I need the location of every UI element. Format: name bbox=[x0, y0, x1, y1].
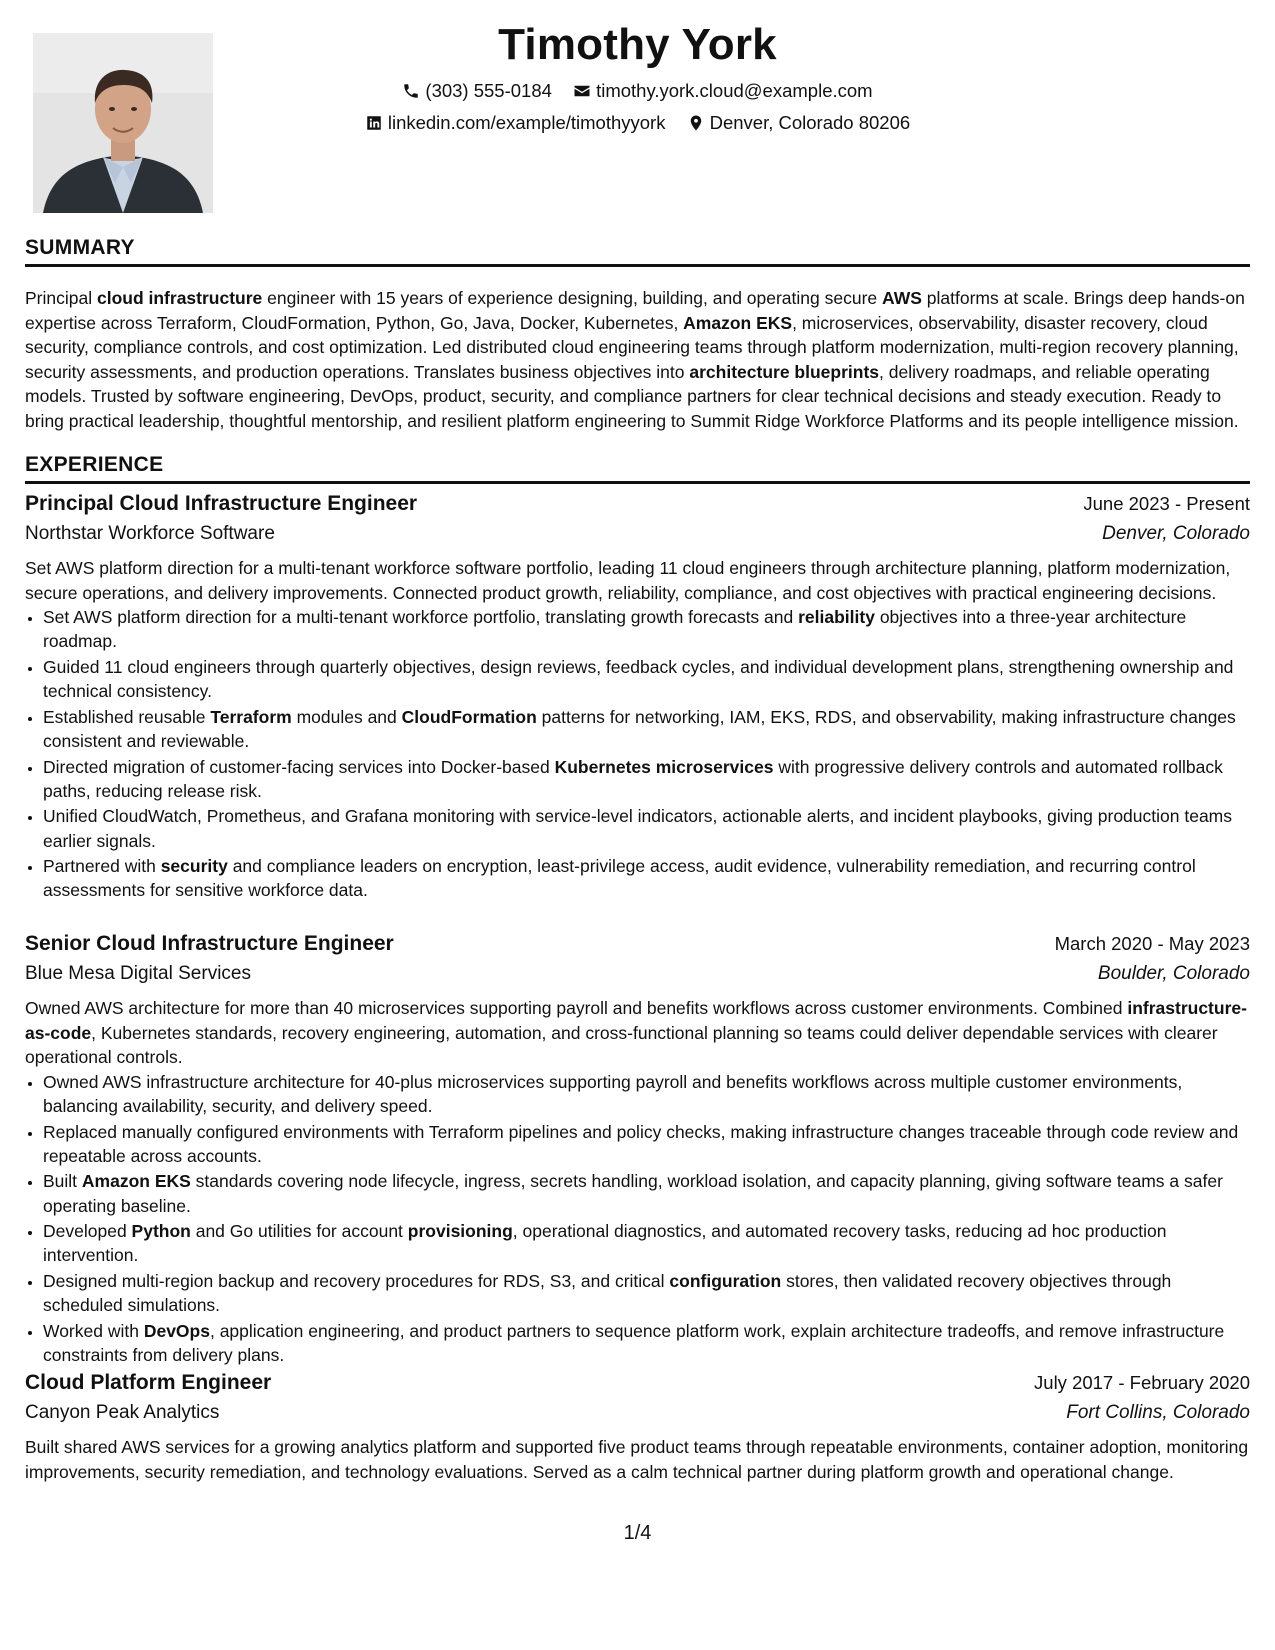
bold-keyword: CloudFormation bbox=[401, 706, 537, 727]
job-bullets bbox=[25, 1070, 1250, 1367]
list-item bbox=[43, 804, 1250, 852]
bold-keyword: Kubernetes microservices bbox=[554, 756, 774, 777]
job-title: Senior Cloud Infrastructure Engineer bbox=[25, 932, 394, 955]
text-run: Established reusable bbox=[43, 706, 211, 727]
text-run: modules and bbox=[291, 706, 402, 727]
bold-keyword: provisioning bbox=[407, 1221, 513, 1242]
envelope-icon bbox=[573, 82, 591, 100]
text-run: with progressive delivery controls and automated rollback paths, reducing release risk. bbox=[43, 756, 1223, 801]
job-location: Fort Collins, Colorado bbox=[1066, 1402, 1250, 1423]
linkedin-url: linkedin.com/example/timothyyork bbox=[387, 112, 666, 133]
text-run: Directed migration of customer-facing services into Docker-based bbox=[43, 756, 555, 777]
bold-keyword: DevOps bbox=[143, 1320, 210, 1341]
bold-keyword: reliability bbox=[798, 607, 875, 628]
summary-text bbox=[25, 286, 1250, 434]
bold-keyword: cloud infrastructure bbox=[96, 288, 263, 308]
text-run: objectives into a three-year architecture roadmap. bbox=[43, 607, 1187, 652]
job-title: Cloud Platform Engineer bbox=[25, 1371, 272, 1394]
text-run: Principal bbox=[25, 288, 97, 308]
text-run: and Go utilities for account bbox=[190, 1221, 408, 1242]
text-run: and compliance leaders on encryption, least-privilege access, audit evidence, vulnerability remediation, and recurring control assessments for sensitive workforce data. bbox=[43, 856, 1196, 901]
bold-keyword: Python bbox=[131, 1221, 191, 1242]
list-item bbox=[43, 1120, 1250, 1168]
text-run: stores, then validated recovery objectives through scheduled simulations. bbox=[43, 1270, 1172, 1316]
job-dates: July 2017 - February 2020 bbox=[1034, 1372, 1250, 1393]
location-contact bbox=[687, 112, 911, 134]
text-run: Partnered with bbox=[43, 856, 161, 877]
job-company: Blue Mesa Digital Services bbox=[25, 963, 251, 984]
job-company: Canyon Peak Analytics bbox=[25, 1402, 220, 1423]
job-entry-3 bbox=[25, 1371, 1250, 1484]
job-entry-1 bbox=[25, 492, 1250, 904]
job-title: Principal Cloud Infrastructure Engineer bbox=[25, 492, 418, 515]
text-run: Built bbox=[43, 1171, 82, 1192]
bold-keyword: AWS bbox=[882, 288, 922, 308]
text-run: , microservices, observability, disaster recovery, cloud security, compliance controls, and cost optimization. Led distributed cloud engineering teams through platform modernization, multi-region recovery planning, security assessments, and production operations. Translates business objectives into bbox=[25, 312, 1239, 382]
text-run: Guided 11 cloud engineers through quarterly objectives, design reviews, feedback cycles, and individual development plans, strengthening ownership and technical consistency. bbox=[43, 656, 1234, 702]
contact-line-secondary bbox=[0, 112, 1275, 137]
text-run: Built shared AWS services for a growing analytics platform and supported five product teams through repeatable environments, container adoption, monitoring improvements, security remediation, and technology evaluations. Served as a calm technical partner during platform growth and operational change. bbox=[25, 1437, 1249, 1482]
phone-number: (303) 555-0184 bbox=[425, 80, 552, 101]
text-run: Owned AWS infrastructure architecture for 40-plus microservices supporting payroll and benefits workflows across multiple customer environments, balancing availability, security, and delivery speed. bbox=[43, 1071, 1183, 1116]
text-run: engineer with 15 years of experience designing, building, and operating secure bbox=[262, 288, 883, 308]
text-run: Owned AWS architecture for more than 40 microservices supporting payroll and benefits workflows across customer environments. Combined bbox=[25, 998, 1128, 1018]
list-item bbox=[43, 755, 1250, 803]
job-description bbox=[25, 556, 1250, 605]
text-run: , delivery roadmaps, and reliable operating models. Trusted by software engineering, DevOps, product, security, and compliance partners for clear technical decisions and steady execution. Ready to bring practical leadership, thoughtful mentorship, and resilient platform engineering to Summit Ridge Workforce Platforms and its people intelligence mission. bbox=[25, 361, 1239, 431]
list-item bbox=[43, 605, 1250, 653]
experience-heading: EXPERIENCE bbox=[25, 453, 1250, 484]
job-bullets bbox=[25, 605, 1250, 902]
text-run: Replaced manually configured environments with Terraform pipelines and policy checks, making infrastructure changes traceable through code review and repeatable across accounts. bbox=[43, 1121, 1239, 1166]
home-location: Denver, Colorado 80206 bbox=[709, 112, 911, 133]
summary-heading: SUMMARY bbox=[25, 236, 1250, 267]
text-run: , Kubernetes standards, recovery engineering, automation, and cross-functional planning so teams could deliver dependable services with clearer operational controls. bbox=[25, 1022, 1218, 1068]
job-location: Denver, Colorado bbox=[1102, 523, 1250, 544]
bold-keyword: infrastructure-as-code bbox=[25, 998, 1247, 1043]
list-item bbox=[43, 1269, 1250, 1317]
phone-contact[interactable] bbox=[402, 80, 552, 102]
text-run: Set AWS platform direction for a multi-tenant workforce portfolio, translating growth forecasts and bbox=[43, 607, 799, 628]
list-item bbox=[43, 1070, 1250, 1118]
email-contact[interactable] bbox=[573, 80, 873, 102]
bold-keyword: security bbox=[160, 856, 228, 877]
email-address: timothy.york.cloud@example.com bbox=[596, 80, 873, 101]
bold-keyword: Terraform bbox=[210, 706, 292, 727]
bold-keyword: Amazon EKS bbox=[683, 312, 793, 333]
phone-icon bbox=[402, 82, 420, 100]
bold-keyword: Amazon EKS bbox=[81, 1171, 191, 1192]
bold-keyword: configuration bbox=[669, 1270, 782, 1291]
map-pin-icon bbox=[687, 114, 705, 132]
job-entry-2 bbox=[25, 932, 1250, 1369]
list-item bbox=[43, 854, 1250, 902]
text-run: , application engineering, and product partners to sequence platform work, explain architecture tradeoffs, and remove infrastructure constraints from delivery plans. bbox=[43, 1320, 1225, 1365]
text-run: platforms at scale. Brings deep hands-on expertise across Terraform, CloudFormation, Python, Go, Java, Docker, Kubernetes, bbox=[25, 288, 1245, 333]
text-run: patterns for networking, IAM, EKS, RDS, and observability, making infrastructure changes consistent and reviewable. bbox=[43, 706, 1236, 751]
candidate-name: Timothy York bbox=[498, 20, 777, 69]
list-item bbox=[43, 705, 1250, 753]
text-run: standards covering node lifecycle, ingress, secrets handling, workload isolation, and capacity planning, giving software teams a safer operating baseline. bbox=[43, 1171, 1223, 1216]
job-description bbox=[25, 996, 1250, 1070]
text-run: Set AWS platform direction for a multi-tenant workforce software portfolio, leading 11 cloud engineers through architecture planning, platform modernization, secure operations, and delivery improvements. Connected product growth, reliability, compliance, and cost objectives with practical engineering decisions. bbox=[25, 558, 1231, 603]
job-dates: March 2020 - May 2023 bbox=[1054, 933, 1250, 954]
linkedin-icon bbox=[365, 114, 383, 132]
text-run: Worked with bbox=[43, 1320, 144, 1341]
text-run: , operational diagnostics, and automated recovery tasks, reducing ad hoc production intervention. bbox=[43, 1221, 1167, 1266]
text-run: Developed bbox=[43, 1221, 132, 1242]
list-item bbox=[43, 1169, 1250, 1217]
page-number: 1/4 bbox=[623, 1522, 652, 1544]
job-company: Northstar Workforce Software bbox=[25, 523, 275, 544]
job-location: Boulder, Colorado bbox=[1097, 963, 1250, 984]
bold-keyword: architecture blueprints bbox=[689, 361, 880, 382]
linkedin-contact[interactable] bbox=[365, 112, 666, 134]
list-item bbox=[43, 1219, 1250, 1267]
job-description bbox=[25, 1435, 1250, 1484]
contact-line-primary bbox=[0, 80, 1275, 105]
list-item bbox=[43, 1319, 1250, 1367]
job-dates: June 2023 - Present bbox=[1083, 493, 1250, 514]
list-item bbox=[43, 655, 1250, 703]
text-run: Designed multi-region backup and recovery procedures for RDS, S3, and critical bbox=[43, 1270, 670, 1291]
text-run: Unified CloudWatch, Prometheus, and Grafana monitoring with service-level indicators, actionable alerts, and incident playbooks, giving production teams earlier signals. bbox=[43, 806, 1233, 851]
